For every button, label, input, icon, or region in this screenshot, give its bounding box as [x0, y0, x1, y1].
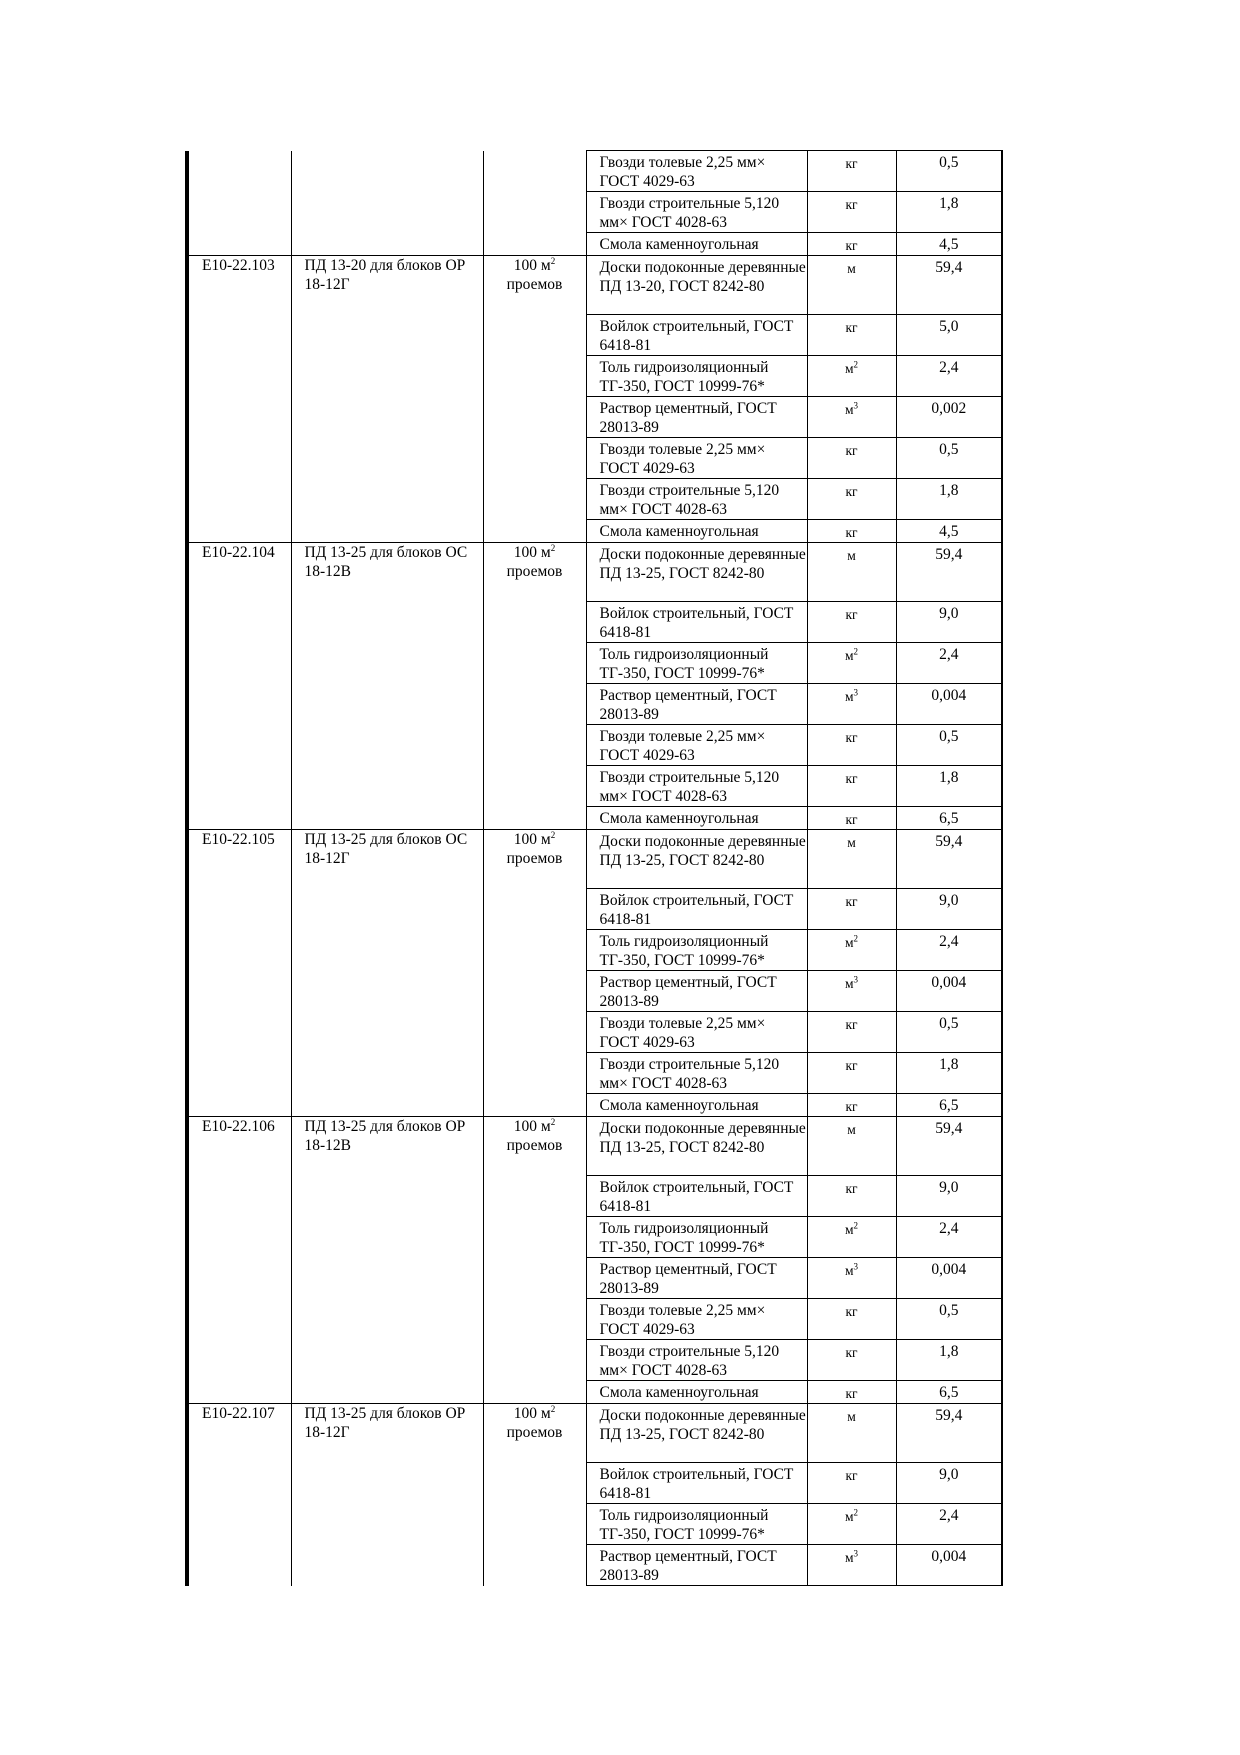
unit-cell [807, 356, 896, 397]
quantity-cell: 4,5 [896, 520, 1002, 543]
measure-label: проемов [506, 276, 563, 293]
unit-cell [807, 1504, 896, 1545]
unit-cell [807, 438, 896, 479]
unit-cell [807, 233, 896, 256]
unit-text: м [844, 402, 854, 417]
quantity-cell: 9,0 [896, 1176, 1002, 1217]
unit-superscript: 2 [853, 1507, 859, 1518]
measure-label: проемов [506, 1137, 563, 1154]
unit-superscript: 3 [853, 687, 859, 698]
code-cell: Е10-22.107 [187, 1404, 291, 1586]
unit-text: кг [845, 1468, 858, 1483]
unit-cell [807, 971, 896, 1012]
unit-superscript: 2 [853, 1220, 859, 1231]
unit-cell [807, 151, 896, 192]
unit-superscript: 3 [853, 1548, 859, 1559]
unit-text: м [844, 976, 854, 991]
quantity-cell: 59,4 [896, 1117, 1002, 1176]
unit-cell [807, 807, 896, 830]
unit-cell [807, 256, 896, 315]
unit-cell [807, 766, 896, 807]
name-cell: ПД 13-20 для блоков ОР 18-12Г [291, 256, 483, 543]
unit-text: кг [845, 771, 858, 786]
quantity-cell: 0,5 [896, 438, 1002, 479]
measure-superscript: 2 [550, 1116, 556, 1127]
unit-text: кг [845, 320, 858, 335]
material-cell: Гвозди строительные 5,120 мм× ГОСТ 4028-63 [586, 1053, 807, 1094]
material-cell: Толь гидроизоляционный ТГ-350, ГОСТ 10999-76* [586, 930, 807, 971]
quantity-cell: 1,8 [896, 192, 1002, 233]
unit-text: кг [845, 238, 858, 253]
unit-text: кг [845, 1386, 858, 1401]
quantity-cell: 0,004 [896, 1545, 1002, 1586]
measure-cell [483, 830, 586, 1117]
material-cell: Толь гидроизоляционный ТГ-350, ГОСТ 10999-76* [586, 1504, 807, 1545]
quantity-cell: 1,8 [896, 479, 1002, 520]
name-cell: ПД 13-25 для блоков ОР 18-12В [291, 1117, 483, 1404]
unit-cell [807, 1299, 896, 1340]
material-cell: Доски подоконные деревянные ПД 13-25, ГОСТ 8242-80 [586, 543, 807, 602]
quantity-cell: 59,4 [896, 256, 1002, 315]
material-cell: Войлок строительный, ГОСТ 6418-81 [586, 1463, 807, 1504]
code-cell: Е10-22.106 [187, 1117, 291, 1404]
name-cell: ПД 13-25 для блоков ОР 18-12Г [291, 1404, 483, 1586]
material-cell: Войлок строительный, ГОСТ 6418-81 [586, 889, 807, 930]
unit-superscript: 3 [853, 974, 859, 985]
unit-cell [807, 1012, 896, 1053]
measure-cell [483, 1117, 586, 1404]
quantity-cell: 59,4 [896, 830, 1002, 889]
unit-text: кг [845, 730, 858, 745]
material-cell: Гвозди строительные 5,120 мм× ГОСТ 4028-63 [586, 766, 807, 807]
unit-text: м [844, 1509, 854, 1524]
unit-text: кг [845, 525, 858, 540]
table-row [187, 830, 1002, 889]
quantity-cell: 2,4 [896, 1217, 1002, 1258]
material-cell: Смола каменноугольная [586, 1381, 807, 1404]
measure-superscript: 2 [550, 255, 556, 266]
quantity-cell: 4,5 [896, 233, 1002, 256]
measure-cell [483, 543, 586, 830]
measure-cell [483, 1404, 586, 1586]
unit-text: кг [845, 156, 858, 171]
unit-text: кг [845, 197, 858, 212]
unit-cell [807, 889, 896, 930]
quantity-cell: 0,5 [896, 151, 1002, 192]
code-cell: Е10-22.104 [187, 543, 291, 830]
unit-cell [807, 479, 896, 520]
material-cell: Гвозди строительные 5,120 мм× ГОСТ 4028-63 [586, 479, 807, 520]
measure-superscript: 2 [550, 829, 556, 840]
material-cell: Толь гидроизоляционный ТГ-350, ГОСТ 10999-76* [586, 1217, 807, 1258]
material-cell: Толь гидроизоляционный ТГ-350, ГОСТ 10999-76* [586, 643, 807, 684]
material-cell: Гвозди толевые 2,25 мм× ГОСТ 4029-63 [586, 1012, 807, 1053]
name-cell [291, 151, 483, 256]
unit-cell [807, 1340, 896, 1381]
unit-cell [807, 1545, 896, 1586]
norms-table-body [187, 151, 1002, 1586]
unit-text: м [847, 261, 856, 276]
unit-cell [807, 643, 896, 684]
quantity-cell: 1,8 [896, 1340, 1002, 1381]
material-cell: Доски подоконные деревянные ПД 13-25, ГОСТ 8242-80 [586, 1117, 807, 1176]
unit-text: м [844, 689, 854, 704]
quantity-cell: 6,5 [896, 807, 1002, 830]
unit-text: кг [845, 894, 858, 909]
unit-superscript: 2 [853, 359, 859, 370]
unit-text: м [847, 1122, 856, 1137]
unit-cell [807, 315, 896, 356]
quantity-cell: 0,004 [896, 971, 1002, 1012]
material-cell: Гвозди толевые 2,25 мм× ГОСТ 4029-63 [586, 1299, 807, 1340]
quantity-cell: 0,5 [896, 725, 1002, 766]
unit-superscript: 3 [853, 400, 859, 411]
material-cell: Раствор цементный, ГОСТ 28013-89 [586, 1258, 807, 1299]
unit-text: м [847, 548, 856, 563]
unit-text: кг [845, 1058, 858, 1073]
material-cell: Раствор цементный, ГОСТ 28013-89 [586, 1545, 807, 1586]
unit-cell [807, 830, 896, 889]
unit-superscript: 3 [853, 1261, 859, 1272]
measure-label: проемов [506, 850, 563, 867]
material-cell: Гвозди толевые 2,25 мм× ГОСТ 4029-63 [586, 151, 807, 192]
material-cell: Раствор цементный, ГОСТ 28013-89 [586, 971, 807, 1012]
material-cell: Доски подоконные деревянные ПД 13-25, ГОСТ 8242-80 [586, 830, 807, 889]
quantity-cell: 59,4 [896, 543, 1002, 602]
unit-cell [807, 1053, 896, 1094]
measure-cell [483, 256, 586, 543]
material-cell: Гвозди строительные 5,120 мм× ГОСТ 4028-63 [586, 1340, 807, 1381]
unit-cell [807, 1404, 896, 1463]
material-cell: Смола каменноугольная [586, 1094, 807, 1117]
unit-cell [807, 397, 896, 438]
unit-text: м [844, 1222, 854, 1237]
unit-text: кг [845, 1181, 858, 1196]
measure-superscript: 2 [550, 1403, 556, 1414]
unit-cell [807, 725, 896, 766]
code-cell: Е10-22.105 [187, 830, 291, 1117]
unit-text: м [844, 1263, 854, 1278]
measure-superscript: 2 [550, 542, 556, 553]
unit-cell [807, 1176, 896, 1217]
measure-value: 100 м [513, 1405, 551, 1422]
unit-cell [807, 930, 896, 971]
unit-cell [807, 1217, 896, 1258]
material-cell: Раствор цементный, ГОСТ 28013-89 [586, 397, 807, 438]
unit-cell [807, 1258, 896, 1299]
unit-text: кг [845, 1345, 858, 1360]
norms-table [185, 150, 1003, 1586]
material-cell: Толь гидроизоляционный ТГ-350, ГОСТ 10999-76* [586, 356, 807, 397]
table-row [187, 151, 1002, 192]
quantity-cell: 9,0 [896, 1463, 1002, 1504]
table-row [187, 1404, 1002, 1463]
material-cell: Гвозди строительные 5,120 мм× ГОСТ 4028-63 [586, 192, 807, 233]
material-cell: Гвозди толевые 2,25 мм× ГОСТ 4029-63 [586, 438, 807, 479]
quantity-cell: 2,4 [896, 1504, 1002, 1545]
quantity-cell: 0,004 [896, 1258, 1002, 1299]
unit-text: м [844, 1550, 854, 1565]
measure-value: 100 м [513, 1118, 551, 1135]
measure-cell [483, 151, 586, 256]
unit-text: кг [845, 484, 858, 499]
measure-value: 100 м [513, 544, 551, 561]
unit-cell [807, 543, 896, 602]
material-cell: Раствор цементный, ГОСТ 28013-89 [586, 684, 807, 725]
unit-cell [807, 520, 896, 543]
quantity-cell: 0,5 [896, 1299, 1002, 1340]
name-cell: ПД 13-25 для блоков ОС 18-12Г [291, 830, 483, 1117]
unit-text: м [847, 835, 856, 850]
unit-cell [807, 1381, 896, 1404]
unit-cell [807, 1463, 896, 1504]
table-row [187, 1117, 1002, 1176]
code-cell [187, 151, 291, 256]
material-cell: Гвозди толевые 2,25 мм× ГОСТ 4029-63 [586, 725, 807, 766]
measure-value: 100 м [513, 831, 551, 848]
unit-text: кг [845, 607, 858, 622]
quantity-cell: 59,4 [896, 1404, 1002, 1463]
material-cell: Войлок строительный, ГОСТ 6418-81 [586, 315, 807, 356]
material-cell: Войлок строительный, ГОСТ 6418-81 [586, 1176, 807, 1217]
unit-text: кг [845, 812, 858, 827]
unit-text: м [844, 935, 854, 950]
unit-text: кг [845, 1099, 858, 1114]
material-cell: Смола каменноугольная [586, 233, 807, 256]
unit-cell [807, 602, 896, 643]
quantity-cell: 2,4 [896, 356, 1002, 397]
quantity-cell: 9,0 [896, 602, 1002, 643]
table-row [187, 543, 1002, 602]
quantity-cell: 1,8 [896, 766, 1002, 807]
material-cell: Войлок строительный, ГОСТ 6418-81 [586, 602, 807, 643]
measure-value: 100 м [513, 257, 551, 274]
material-cell: Смола каменноугольная [586, 807, 807, 830]
material-cell: Доски подоконные деревянные ПД 13-20, ГОСТ 8242-80 [586, 256, 807, 315]
unit-text: кг [845, 1017, 858, 1032]
quantity-cell: 2,4 [896, 643, 1002, 684]
unit-text: кг [845, 443, 858, 458]
quantity-cell: 0,004 [896, 684, 1002, 725]
quantity-cell: 9,0 [896, 889, 1002, 930]
material-cell: Доски подоконные деревянные ПД 13-25, ГОСТ 8242-80 [586, 1404, 807, 1463]
measure-label: проемов [506, 1424, 563, 1441]
quantity-cell: 6,5 [896, 1094, 1002, 1117]
quantity-cell: 0,5 [896, 1012, 1002, 1053]
unit-superscript: 2 [853, 933, 859, 944]
unit-text: м [847, 1409, 856, 1424]
quantity-cell: 5,0 [896, 315, 1002, 356]
unit-cell [807, 192, 896, 233]
quantity-cell: 0,002 [896, 397, 1002, 438]
unit-text: м [844, 361, 854, 376]
unit-text: кг [845, 1304, 858, 1319]
name-cell: ПД 13-25 для блоков ОС 18-12В [291, 543, 483, 830]
table-row [187, 256, 1002, 315]
unit-cell [807, 1117, 896, 1176]
material-cell: Смола каменноугольная [586, 520, 807, 543]
code-cell: Е10-22.103 [187, 256, 291, 543]
measure-label: проемов [506, 563, 563, 580]
unit-cell [807, 684, 896, 725]
unit-superscript: 2 [853, 646, 859, 657]
unit-text: м [844, 648, 854, 663]
quantity-cell: 6,5 [896, 1381, 1002, 1404]
quantity-cell: 1,8 [896, 1053, 1002, 1094]
quantity-cell: 2,4 [896, 930, 1002, 971]
unit-cell [807, 1094, 896, 1117]
